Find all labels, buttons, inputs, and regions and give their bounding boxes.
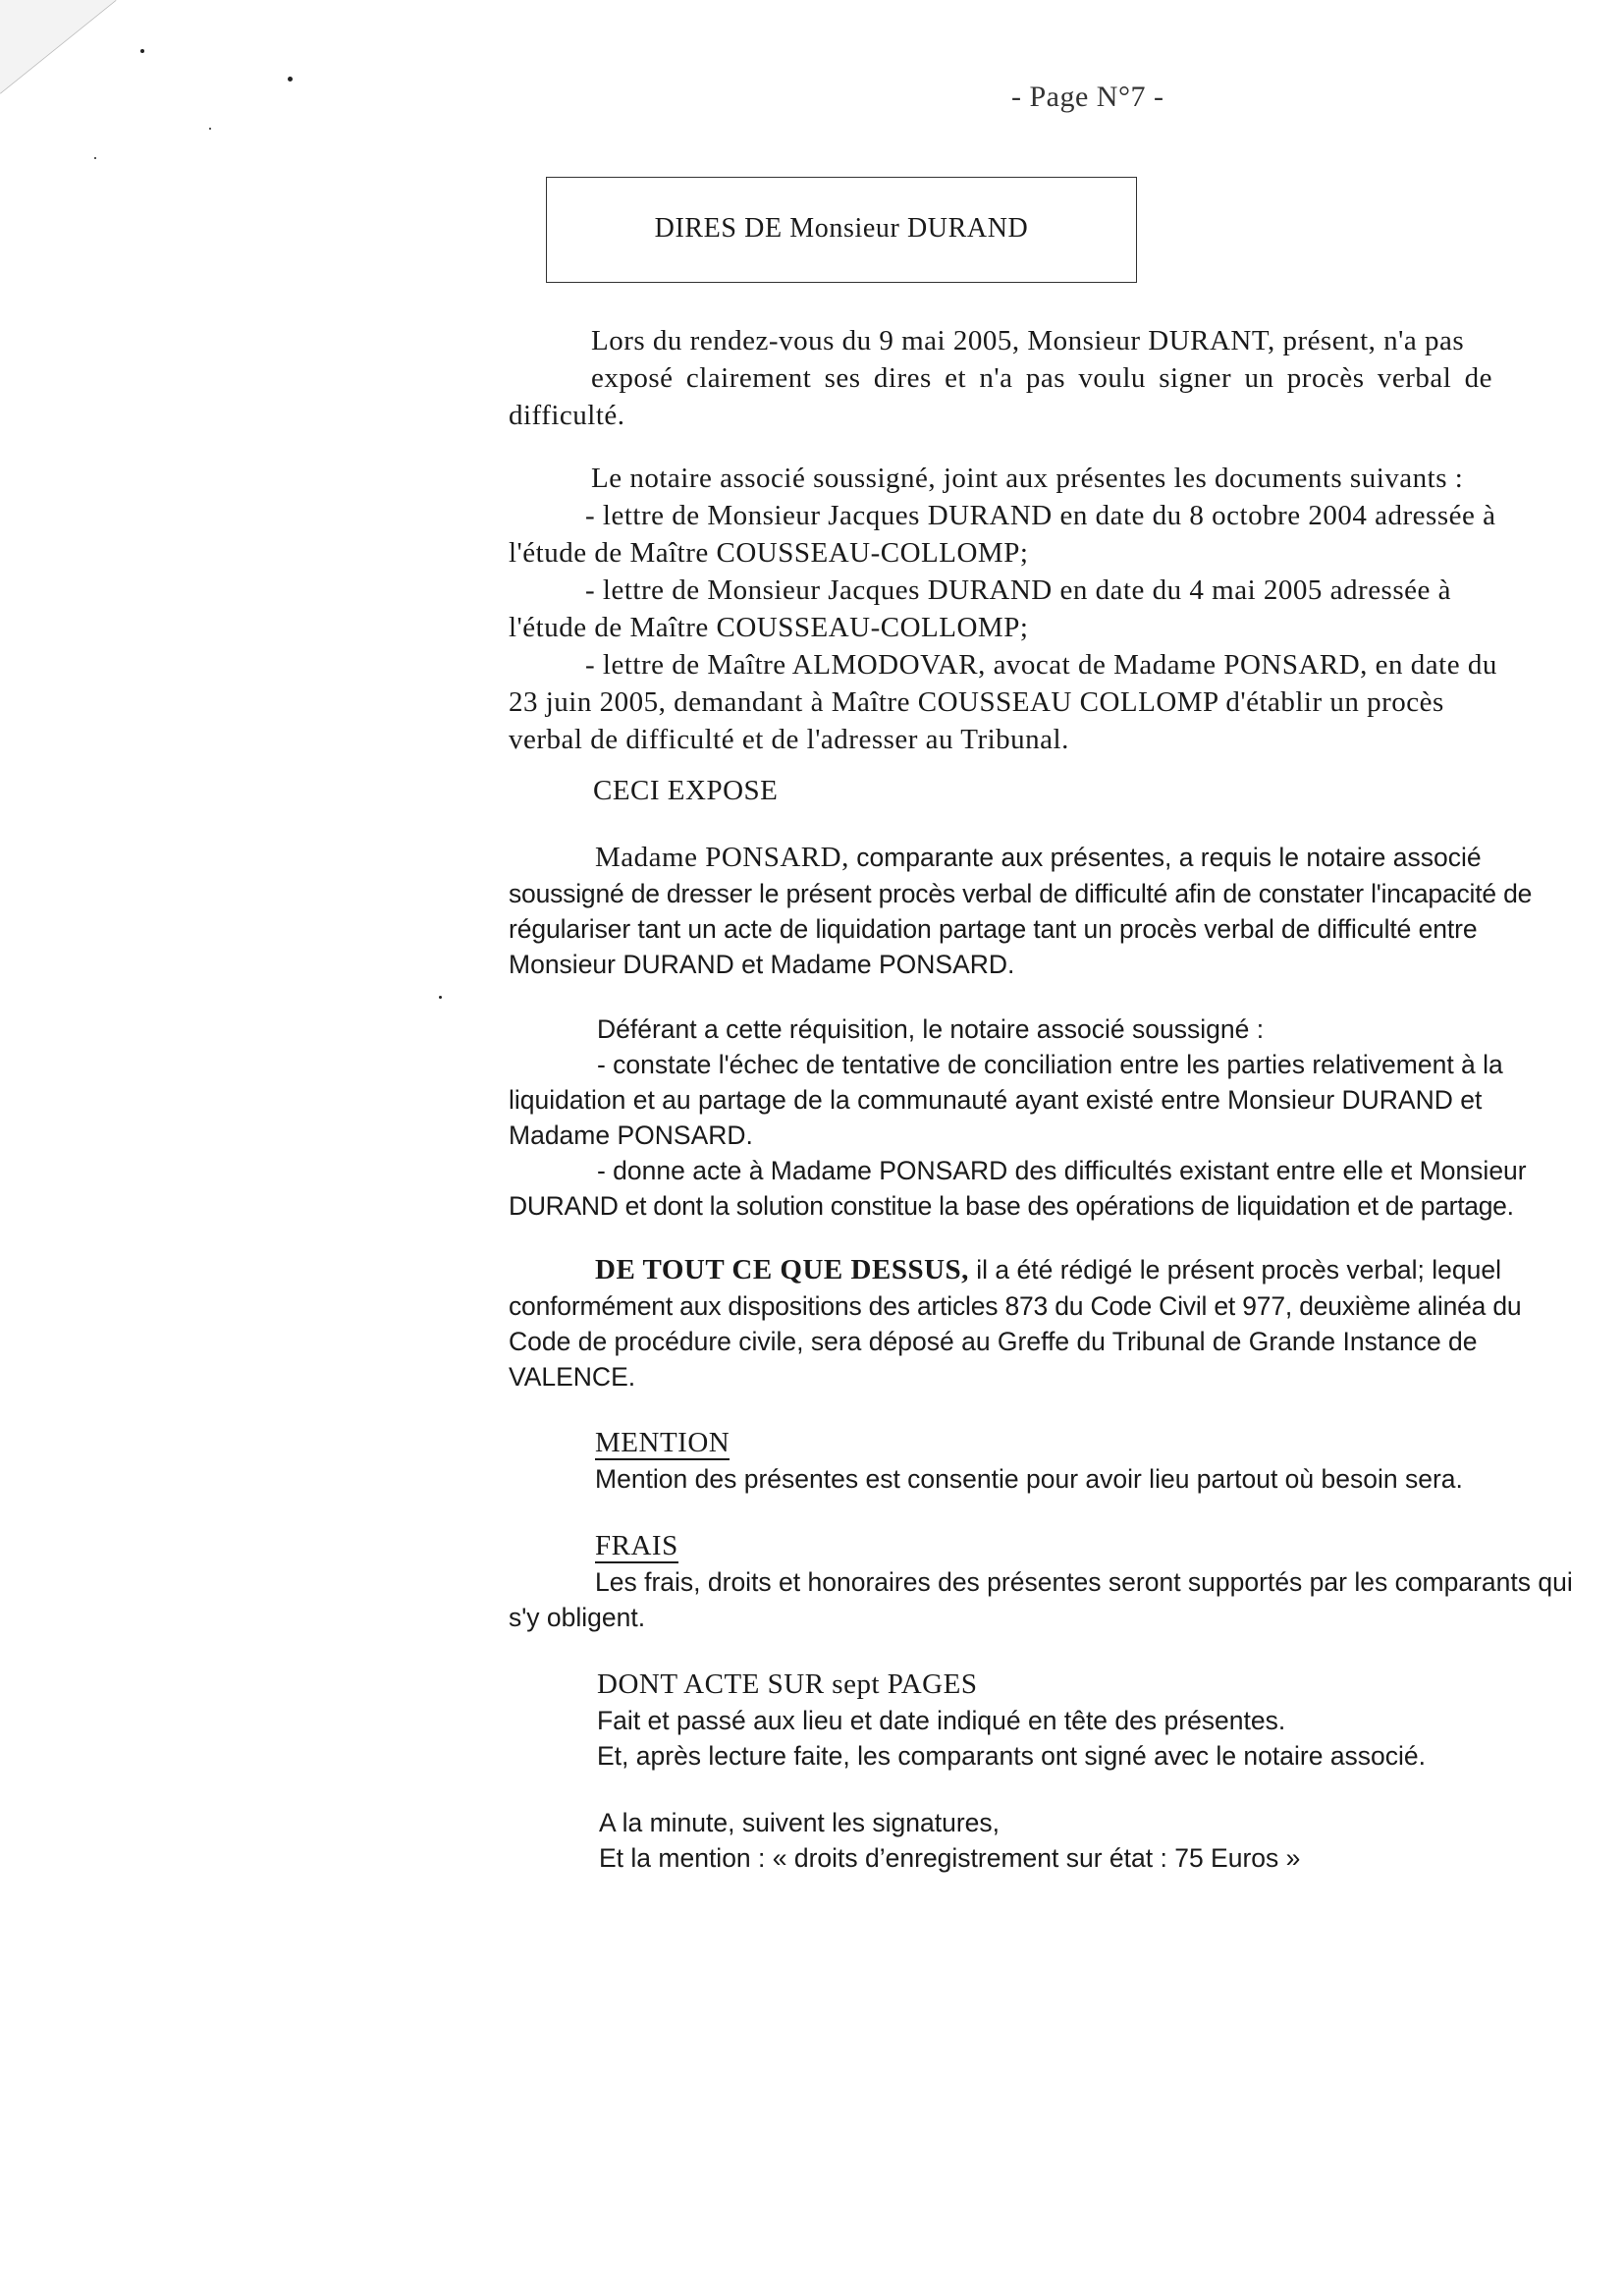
- page-number: - Page N°7 -: [1011, 81, 1164, 113]
- paragraph-requisition: [509, 839, 1623, 982]
- text-line: liquidation et au partage de la communauté ayant existé entre Monsieur DURAND et: [509, 1085, 1483, 1115]
- paragraph-deferant: [509, 1011, 1623, 1224]
- lead-text: DE TOUT CE QUE DESSUS,: [595, 1254, 969, 1285]
- scan-speck: [439, 996, 442, 999]
- text-line: difficulté.: [509, 400, 625, 431]
- acte-heading: DONT ACTE SUR sept PAGES: [597, 1668, 978, 1700]
- scan-speck: [94, 157, 96, 159]
- text-line: Déférant a cette réquisition, le notaire associé soussigné :: [597, 1014, 1265, 1044]
- text-line: VALENCE.: [509, 1362, 636, 1392]
- text-line: soussigné de dresser le présent procès verbal de difficulté afin de constater l'incapacité de: [509, 879, 1533, 908]
- text-line: Le notaire associé soussigné, joint aux présentes les documents suivants :: [591, 463, 1464, 494]
- text-line: - constate l'échec de tentative de conciliation entre les parties relativement à la: [597, 1050, 1503, 1079]
- section-dont-acte: [509, 1666, 1623, 1774]
- text-span: comparante aux présentes, a requis le notaire associé: [848, 843, 1482, 872]
- mention-heading: [509, 1424, 730, 1461]
- frais-heading-underlined: FRAIS: [595, 1530, 678, 1561]
- text-line: - lettre de Monsieur Jacques DURAND en date du 4 mai 2005 adressée à: [585, 574, 1451, 606]
- party-name: Madame PONSARD,: [595, 842, 849, 873]
- page-corner-fold: [0, 0, 147, 108]
- title-box: [546, 177, 1137, 283]
- text-line: A la minute, suivent les signatures,: [599, 1808, 1001, 1837]
- text-line: conformément aux dispositions des articles 873 du Code Civil et 977, deuxième alinéa du: [509, 1291, 1522, 1321]
- text-line: - lettre de Monsieur Jacques DURAND en date du 8 octobre 2004 adressée à: [585, 500, 1496, 531]
- scan-speck: [140, 49, 144, 53]
- text-line: verbal de difficulté et de l'adresser au Tribunal.: [509, 724, 1069, 755]
- frais-heading: [509, 1527, 1623, 1564]
- text-line: Fait et passé aux lieu et date indiqué en tête des présentes.: [597, 1706, 1286, 1735]
- text-line: Mention des présentes est consentie pour avoir lieu partout où besoin sera.: [595, 1464, 1463, 1494]
- text-span: il a été rédigé le présent procès verbal; lequel: [968, 1255, 1502, 1285]
- text-line: CECI EXPOSE: [593, 775, 779, 806]
- text-line: régulariser tant un acte de liquidation partage tant un procès verbal de difficulté entre: [509, 914, 1478, 944]
- text-line: Les frais, droits et honoraires des présentes seront supportés par les comparants qui: [595, 1567, 1573, 1597]
- mention-heading-underlined: MENTION: [595, 1427, 730, 1458]
- section-minute: [509, 1805, 1623, 1876]
- scan-speck: [288, 77, 293, 82]
- heading-ceci-expose: [509, 772, 1623, 809]
- text-line: Et, après lecture faite, les comparants ont signé avec le notaire associé.: [597, 1741, 1427, 1771]
- text-line: Madame PONSARD.: [509, 1121, 753, 1150]
- text-line: l'étude de Maître COUSSEAU-COLLOMP;: [509, 537, 1029, 569]
- text-line: exposé clairement ses dires et n'a pas voulu signer un procès verbal de: [591, 362, 1492, 394]
- text-line: [509, 1251, 1623, 1288]
- paragraph-de-tout-ce-que-dessus: [509, 1251, 1623, 1394]
- section-mention: [509, 1424, 1623, 1497]
- text-line: - lettre de Maître ALMODOVAR, avocat de Madame PONSARD, en date du: [585, 649, 1497, 681]
- text-line: Et la mention : « droits d’enregistrement sur état : 75 Euros »: [599, 1843, 1301, 1873]
- section-frais: [509, 1527, 1623, 1635]
- text-line: s'y obligent.: [509, 1603, 646, 1632]
- paragraph-rendez-vous: [509, 322, 1623, 434]
- text-line: - donne acte à Madame PONSARD des difficultés existant entre elle et Monsieur: [597, 1156, 1527, 1185]
- section-title: DIRES DE Monsieur DURAND: [654, 213, 1029, 244]
- text-line: DURAND et dont la solution constitue la base des opérations de liquidation et de partage.: [509, 1191, 1514, 1221]
- paragraph-documents: [509, 460, 1623, 758]
- scan-speck: [209, 128, 211, 130]
- text-line: [509, 839, 1623, 876]
- text-line: 23 juin 2005, demandant à Maître COUSSEAU COLLOMP d'établir un procès: [509, 686, 1444, 718]
- text-line: Code de procédure civile, sera déposé au Greffe du Tribunal de Grande Instance de: [509, 1327, 1478, 1356]
- text-line: Lors du rendez-vous du 9 mai 2005, Monsieur DURANT, présent, n'a pas: [591, 325, 1465, 356]
- text-line: Monsieur DURAND et Madame PONSARD.: [509, 950, 1015, 979]
- text-line: l'étude de Maître COUSSEAU-COLLOMP;: [509, 612, 1029, 643]
